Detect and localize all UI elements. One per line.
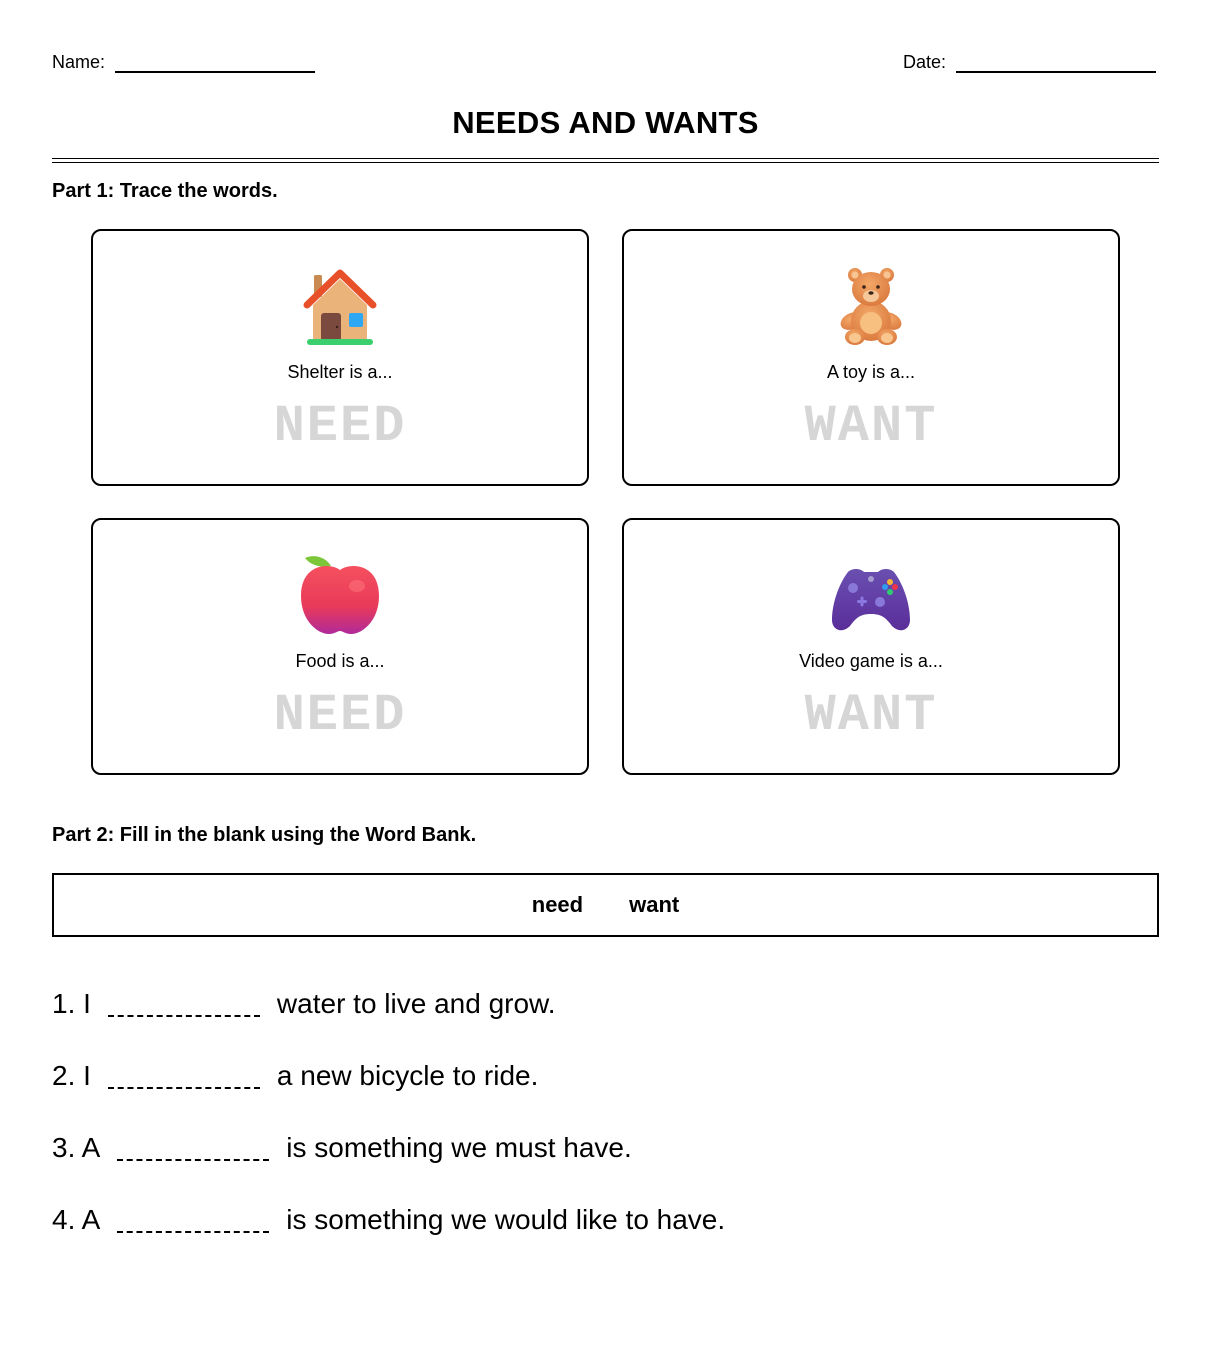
word-bank-item-need: need <box>531 892 584 917</box>
page-title: NEEDS AND WANTS <box>452 105 759 140</box>
word-bank <box>52 873 1159 937</box>
card-prompt: A toy is a... <box>826 362 916 382</box>
title-double-rule <box>52 158 1159 163</box>
date-blank-line[interactable] <box>956 71 1156 73</box>
trace-card-food <box>91 518 589 775</box>
trace-word[interactable]: NEED <box>273 397 407 456</box>
fill-blank-sentence-1 <box>52 988 556 1020</box>
name-label: Name: <box>52 52 106 72</box>
fill-blank-sentence-3 <box>52 1132 632 1164</box>
trace-word[interactable]: WANT <box>804 397 938 456</box>
answer-blank[interactable] <box>117 1159 269 1161</box>
trace-card-toy <box>622 229 1120 486</box>
house-icon <box>93 265 587 347</box>
card-prompt: Video game is a... <box>799 651 943 671</box>
sentence-prefix: 4. A <box>52 1204 101 1235</box>
part2-heading: Part 2: Fill in the blank using the Word Bank. <box>52 824 477 846</box>
game-controller-icon <box>624 554 1118 636</box>
apple-icon <box>93 554 587 636</box>
sentence-suffix: water to live and grow. <box>276 988 556 1019</box>
sentence-suffix: is something we would like to have. <box>286 1204 726 1235</box>
word-bank-item-want: want <box>629 892 680 917</box>
name-blank-line[interactable] <box>115 71 315 73</box>
card-prompt: Shelter is a... <box>287 362 393 382</box>
teddy-bear-icon <box>624 265 1118 347</box>
fill-blank-sentence-4 <box>52 1204 725 1236</box>
name-field <box>52 52 315 73</box>
sentence-suffix: is something we must have. <box>286 1132 632 1163</box>
trace-word[interactable]: WANT <box>804 686 938 745</box>
sentence-prefix: 3. A <box>52 1132 101 1163</box>
part1-heading: Part 1: Trace the words. <box>52 180 278 202</box>
trace-word[interactable]: NEED <box>273 686 407 745</box>
answer-blank[interactable] <box>117 1231 269 1233</box>
answer-blank[interactable] <box>108 1087 260 1089</box>
date-label: Date: <box>903 52 947 72</box>
sentence-prefix: 1. I <box>52 988 91 1019</box>
date-field <box>903 52 1156 73</box>
fill-blank-sentence-2 <box>52 1060 538 1092</box>
card-prompt: Food is a... <box>295 651 385 671</box>
sentence-suffix: a new bicycle to ride. <box>276 1060 539 1091</box>
trace-card-video-game <box>622 518 1120 775</box>
answer-blank[interactable] <box>108 1015 260 1017</box>
sentence-prefix: 2. I <box>52 1060 91 1091</box>
trace-card-shelter <box>91 229 589 486</box>
